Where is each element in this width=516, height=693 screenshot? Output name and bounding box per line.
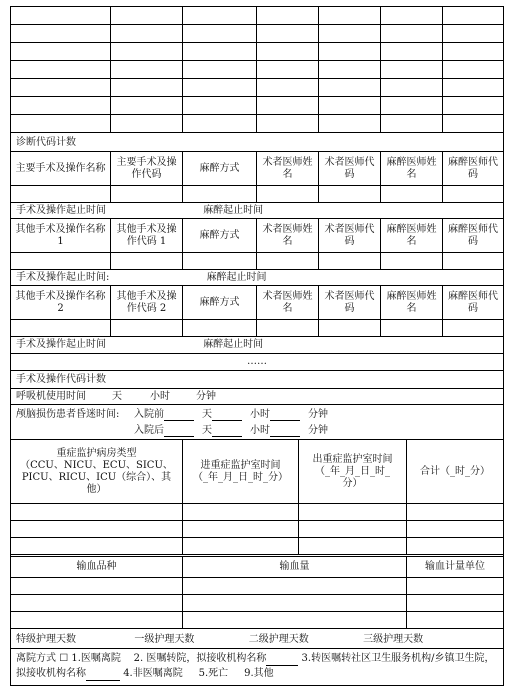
cell[interactable] bbox=[183, 115, 257, 133]
cell[interactable] bbox=[319, 253, 381, 270]
th-o2-anes: 麻醉方式 bbox=[183, 286, 257, 320]
cell[interactable] bbox=[11, 521, 183, 538]
other2-surgery-table bbox=[10, 285, 504, 337]
cell[interactable] bbox=[183, 504, 299, 521]
cell[interactable] bbox=[111, 253, 183, 270]
cell[interactable] bbox=[183, 7, 257, 25]
coma-minute-unit: 分钟 bbox=[308, 425, 328, 436]
table-row bbox=[11, 595, 504, 612]
other1-time-row bbox=[10, 269, 504, 286]
th-o2-surgeon-name: 术者医师姓名 bbox=[257, 286, 319, 320]
cell[interactable] bbox=[111, 61, 183, 79]
cell[interactable] bbox=[183, 61, 257, 79]
ellipsis-row bbox=[10, 353, 504, 371]
coma-minute-unit: 分钟 bbox=[308, 409, 328, 420]
cell[interactable] bbox=[407, 504, 504, 521]
cell[interactable] bbox=[299, 538, 407, 555]
cell[interactable] bbox=[183, 538, 299, 555]
cell[interactable] bbox=[11, 538, 183, 555]
cell[interactable] bbox=[443, 43, 504, 61]
coma-label: 颅脑损伤患者昏迷时间: bbox=[16, 409, 120, 420]
cell[interactable] bbox=[407, 612, 504, 629]
cell[interactable] bbox=[183, 25, 257, 43]
cell[interactable] bbox=[111, 25, 183, 43]
icu-out-title: 出重症监护室时间 bbox=[312, 453, 393, 465]
cell[interactable] bbox=[11, 578, 183, 595]
cell[interactable] bbox=[257, 320, 319, 337]
vent-day-field[interactable] bbox=[86, 393, 112, 405]
coma-before-line bbox=[134, 409, 328, 421]
cell[interactable] bbox=[443, 115, 504, 133]
op-code-count-row bbox=[10, 371, 504, 389]
table-row bbox=[11, 61, 504, 79]
cell[interactable] bbox=[183, 612, 407, 629]
cell[interactable] bbox=[257, 79, 319, 97]
anes-time-label: 麻醉起止时间 bbox=[203, 339, 264, 350]
surgery-time-label: 手术及操作起止时间: bbox=[16, 272, 110, 283]
vent-minute-field[interactable] bbox=[170, 393, 196, 405]
cell[interactable] bbox=[183, 97, 257, 115]
th-o2-name: 其他手术及操作名称 2 bbox=[11, 286, 111, 320]
cell[interactable] bbox=[319, 97, 381, 115]
coma-after-day-field[interactable] bbox=[164, 425, 194, 437]
diag-code-count-row bbox=[10, 134, 504, 152]
anes-time-label: 麻醉起止时间 bbox=[206, 272, 267, 283]
table-row bbox=[11, 538, 504, 555]
cell[interactable] bbox=[111, 320, 183, 337]
discharge-opt9: 9.其他 bbox=[244, 668, 274, 679]
cell[interactable] bbox=[257, 43, 319, 61]
transfusion-table bbox=[10, 556, 504, 629]
cell[interactable] bbox=[319, 79, 381, 97]
nursing-special-label: 特级护理天数 bbox=[16, 634, 76, 645]
table-row bbox=[11, 43, 504, 61]
vent-minute-unit: 分钟 bbox=[196, 391, 216, 402]
coma-before-label: 入院前 bbox=[134, 409, 164, 420]
discharge-opt4: 4.非医嘱离院 bbox=[123, 668, 183, 679]
cell[interactable] bbox=[407, 521, 504, 538]
nursing-special-field[interactable] bbox=[76, 637, 100, 649]
icu-type-title: 重症监护病房类型 bbox=[56, 447, 137, 459]
coma-day-unit: 天 bbox=[202, 409, 212, 420]
table-row bbox=[11, 521, 504, 538]
icu-total-header: 合计（_时_分） bbox=[407, 440, 504, 504]
th-o2-anes-doc-name: 麻醉医师姓名 bbox=[381, 286, 443, 320]
nursing-level1-label: 一级护理天数 bbox=[134, 634, 195, 645]
discharge-opt3: 3.转医嘱转社区卫生服务机构/乡镇卫生院，拟接收机构名称 bbox=[16, 653, 495, 679]
discharge-opt5: 5.死亡 bbox=[198, 668, 229, 679]
ellipsis: …… bbox=[247, 356, 267, 367]
cell[interactable] bbox=[319, 115, 381, 133]
cell[interactable] bbox=[381, 97, 443, 115]
cell[interactable] bbox=[257, 25, 319, 43]
cell[interactable] bbox=[381, 7, 443, 25]
icu-out-header bbox=[299, 440, 407, 504]
nursing-level3-label: 三级护理天数 bbox=[363, 634, 424, 645]
cell[interactable] bbox=[111, 97, 183, 115]
cell[interactable] bbox=[183, 79, 257, 97]
cell[interactable] bbox=[11, 61, 111, 79]
cell[interactable] bbox=[11, 595, 183, 612]
coma-after-minute-field[interactable] bbox=[270, 425, 300, 437]
cell[interactable] bbox=[381, 61, 443, 79]
vent-hour-unit: 小时 bbox=[150, 391, 170, 402]
vent-row bbox=[10, 389, 504, 405]
cell[interactable] bbox=[443, 97, 504, 115]
cell[interactable] bbox=[11, 253, 111, 270]
th-o2-code: 其他手术及操作代码 2 bbox=[111, 286, 183, 320]
cell[interactable] bbox=[183, 320, 257, 337]
cell[interactable] bbox=[443, 79, 504, 97]
cell[interactable] bbox=[257, 253, 319, 270]
cell[interactable] bbox=[381, 320, 443, 337]
cell[interactable] bbox=[319, 61, 381, 79]
icu-in-header bbox=[183, 440, 299, 504]
cell[interactable] bbox=[299, 504, 407, 521]
cell[interactable] bbox=[407, 595, 504, 612]
th-main-anes-doc-code: 麻醉医师代码 bbox=[443, 152, 504, 186]
cell[interactable] bbox=[111, 186, 183, 203]
coma-before-day-field[interactable] bbox=[164, 409, 194, 421]
cell[interactable] bbox=[183, 253, 257, 270]
vent-day-unit: 天 bbox=[112, 391, 122, 402]
cell[interactable] bbox=[319, 7, 381, 25]
cell[interactable] bbox=[257, 97, 319, 115]
cell[interactable] bbox=[407, 538, 504, 555]
th-main-code: 主要手术及操作代码 bbox=[111, 152, 183, 186]
nursing-level3-field[interactable] bbox=[423, 637, 445, 649]
cell[interactable] bbox=[11, 320, 111, 337]
table-row bbox=[11, 97, 504, 115]
icu-type-header bbox=[11, 440, 183, 504]
cell[interactable] bbox=[257, 7, 319, 25]
th-blood-unit: 输血计量单位 bbox=[407, 557, 504, 578]
main-surgery-table bbox=[10, 151, 504, 203]
cell[interactable] bbox=[319, 186, 381, 203]
discharge-row bbox=[10, 649, 504, 686]
nursing-row bbox=[10, 630, 504, 649]
cell[interactable] bbox=[11, 25, 111, 43]
cell[interactable] bbox=[11, 7, 111, 25]
th-o2-surgeon-code: 术者医师代码 bbox=[319, 286, 381, 320]
table-row bbox=[11, 578, 504, 595]
th-o1-anes-doc-code: 麻醉医师代码 bbox=[443, 219, 504, 253]
nursing-level2-field[interactable] bbox=[309, 637, 333, 649]
cell[interactable] bbox=[11, 43, 111, 61]
icu-type-list: （CCU、NICU、ECU、SICU、PICU、RICU、ICU（综合）、其他） bbox=[20, 459, 173, 495]
coma-before-minute-field[interactable] bbox=[270, 409, 300, 421]
cell[interactable] bbox=[381, 25, 443, 43]
cell[interactable] bbox=[443, 7, 504, 25]
coma-hour-unit: 小时 bbox=[250, 425, 270, 436]
th-blood-type: 输血品种 bbox=[11, 557, 183, 578]
cell[interactable] bbox=[11, 97, 111, 115]
cell[interactable] bbox=[381, 79, 443, 97]
cell[interactable] bbox=[319, 320, 381, 337]
cell[interactable] bbox=[381, 186, 443, 203]
discharge-opt3-field[interactable] bbox=[86, 669, 120, 681]
op-code-count-field[interactable] bbox=[106, 377, 150, 389]
table-row bbox=[11, 115, 504, 133]
vent-hour-field[interactable] bbox=[122, 393, 150, 405]
table-row bbox=[11, 612, 504, 629]
cell[interactable] bbox=[111, 43, 183, 61]
other2-time-row bbox=[10, 336, 504, 354]
top-grid bbox=[10, 6, 504, 133]
op-code-count-label: 手术及操作代码计数 bbox=[16, 374, 106, 385]
th-main-surgeon-name: 术者医师姓名 bbox=[257, 152, 319, 186]
cell[interactable] bbox=[443, 186, 504, 203]
table-row bbox=[11, 7, 504, 25]
icu-out-format: （_年_月_日_时_分） bbox=[315, 465, 390, 489]
cell[interactable] bbox=[381, 43, 443, 61]
cell[interactable] bbox=[183, 521, 299, 538]
cell[interactable] bbox=[11, 186, 111, 203]
cell[interactable] bbox=[11, 79, 111, 97]
discharge-label: 离院方式 bbox=[16, 653, 56, 664]
th-o1-surgeon-name: 术者医师姓名 bbox=[257, 219, 319, 253]
nursing-level1-field[interactable] bbox=[194, 637, 218, 649]
surgery-time-label: 手术及操作起止时间 bbox=[16, 339, 106, 350]
coma-before-hour-field[interactable] bbox=[212, 409, 242, 421]
th-main-anes-doc-name: 麻醉医师姓名 bbox=[381, 152, 443, 186]
cell[interactable] bbox=[443, 320, 504, 337]
cell[interactable] bbox=[381, 253, 443, 270]
cell[interactable] bbox=[299, 521, 407, 538]
coma-after-label: 入院后 bbox=[134, 425, 164, 436]
nursing-level2-label: 二级护理天数 bbox=[248, 634, 309, 645]
diag-code-count-label: 诊断代码计数 bbox=[16, 137, 76, 148]
table-row bbox=[11, 25, 504, 43]
th-o1-anes: 麻醉方式 bbox=[183, 219, 257, 253]
cell[interactable] bbox=[183, 578, 407, 595]
coma-hour-unit: 小时 bbox=[250, 409, 270, 420]
vent-label: 呼吸机使用时间 bbox=[16, 391, 86, 402]
cell[interactable] bbox=[11, 612, 183, 629]
cell[interactable] bbox=[111, 79, 183, 97]
cell[interactable] bbox=[111, 7, 183, 25]
th-o2-anes-doc-code: 麻醉医师代码 bbox=[443, 286, 504, 320]
cell[interactable] bbox=[381, 115, 443, 133]
icu-in-title: 进重症监护室时间 bbox=[200, 459, 281, 471]
icu-in-format: （_年_月_日_时_分） bbox=[193, 471, 288, 483]
th-main-anes: 麻醉方式 bbox=[183, 152, 257, 186]
th-o1-surgeon-code: 术者医师代码 bbox=[319, 219, 381, 253]
th-main-name: 主要手术及操作名称 bbox=[11, 152, 111, 186]
th-blood-volume: 输血量 bbox=[183, 557, 407, 578]
discharge-checkbox[interactable]: ☐ bbox=[59, 653, 69, 664]
cell[interactable] bbox=[257, 61, 319, 79]
coma-row bbox=[10, 405, 504, 440]
cell[interactable] bbox=[319, 25, 381, 43]
cell[interactable] bbox=[257, 115, 319, 133]
cell[interactable] bbox=[319, 43, 381, 61]
th-o1-anes-doc-name: 麻醉医师姓名 bbox=[381, 219, 443, 253]
th-o1-name: 其他手术及操作名称 1 bbox=[11, 219, 111, 253]
cell[interactable] bbox=[11, 115, 111, 133]
table-row bbox=[11, 79, 504, 97]
cell[interactable] bbox=[183, 595, 407, 612]
discharge-opt2: 2. 医嘱转院，拟接收机构名称 bbox=[133, 653, 267, 664]
cell[interactable] bbox=[443, 253, 504, 270]
discharge-opt2-field[interactable] bbox=[266, 654, 298, 666]
cell[interactable] bbox=[257, 186, 319, 203]
discharge-opt1: 1.医嘱离院 bbox=[71, 653, 121, 664]
cell[interactable] bbox=[443, 61, 504, 79]
th-main-surgeon-code: 术者医师代码 bbox=[319, 152, 381, 186]
cell[interactable] bbox=[407, 578, 504, 595]
coma-after-hour-field[interactable] bbox=[212, 425, 242, 437]
other1-surgery-table bbox=[10, 218, 504, 270]
cell[interactable] bbox=[183, 186, 257, 203]
cell[interactable] bbox=[443, 25, 504, 43]
anes-time-label: 麻醉起止时间 bbox=[203, 205, 264, 216]
th-o1-code: 其他手术及操作代码 1 bbox=[111, 219, 183, 253]
coma-after-line bbox=[134, 425, 328, 437]
main-time-row bbox=[10, 202, 504, 219]
cell[interactable] bbox=[111, 115, 183, 133]
cell[interactable] bbox=[11, 504, 183, 521]
surgery-time-label: 手术及操作起止时间 bbox=[16, 205, 106, 216]
coma-day-unit: 天 bbox=[202, 425, 212, 436]
cell[interactable] bbox=[183, 43, 257, 61]
table-row bbox=[11, 504, 504, 521]
icu-table bbox=[10, 439, 504, 555]
